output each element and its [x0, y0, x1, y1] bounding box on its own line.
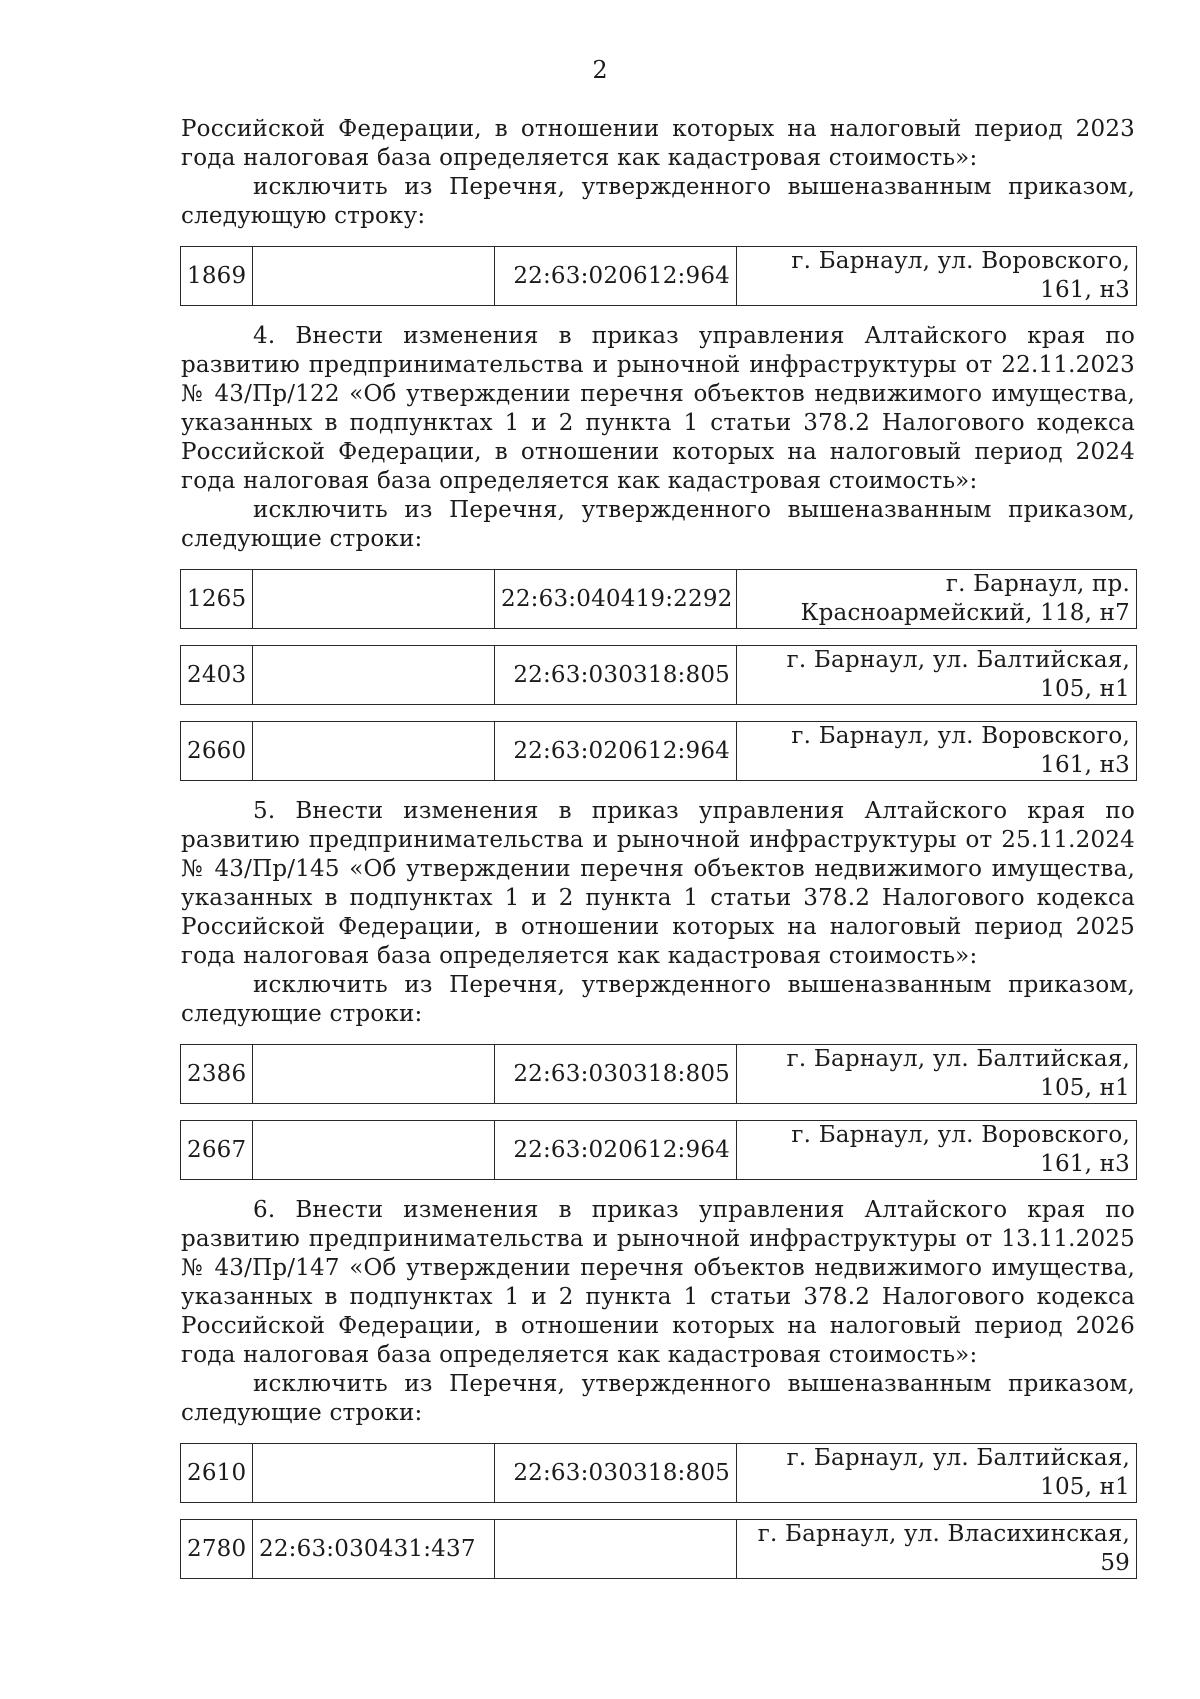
intro-exclude-text: исключить из Перечня, утвержденного вышеназванным приказом, следующую строку: — [181, 174, 1135, 229]
premises-cadastral-number-cell: 22:63:030318:805 — [495, 646, 737, 705]
cadastral-number-cell — [253, 247, 495, 306]
excluded-row-table — [180, 645, 1137, 705]
row-number-cell: 1869 — [181, 247, 253, 306]
address-cell: г. Барнаул, ул. Воровского, 161, н3 — [737, 1121, 1137, 1180]
table-row — [181, 1045, 1137, 1104]
address-cell: г. Барнаул, ул. Балтийская, 105, н1 — [737, 1444, 1137, 1503]
row-number-cell: 2667 — [181, 1121, 253, 1180]
cadastral-number-cell — [253, 1045, 495, 1104]
table-row — [181, 1121, 1137, 1180]
row-number-cell: 2660 — [181, 722, 253, 781]
cadastral-number-cell: 22:63:030431:437 — [253, 1520, 495, 1579]
section-5-exclude-text: исключить из Перечня, утвержденного вышеназванным приказом, следующие строки: — [181, 972, 1135, 1027]
cadastral-number-cell — [253, 1121, 495, 1180]
premises-cadastral-number-cell — [495, 1520, 737, 1579]
excluded-row-table — [180, 1443, 1137, 1503]
cadastral-number-cell — [253, 646, 495, 705]
excluded-row-table — [180, 721, 1137, 781]
section-6-exclude-text: исключить из Перечня, утвержденного вышеназванным приказом, следующие строки: — [181, 1371, 1135, 1426]
row-number-cell: 2780 — [181, 1520, 253, 1579]
premises-cadastral-number-cell: 22:63:030318:805 — [495, 1045, 737, 1104]
address-cell: г. Барнаул, ул. Балтийская, 105, н1 — [737, 1045, 1137, 1104]
table-row — [181, 646, 1137, 705]
row-number-cell: 1265 — [181, 570, 253, 629]
premises-cadastral-number-cell: 22:63:020612:964 — [495, 247, 737, 306]
premises-cadastral-number-cell: 22:63:040419:2292 — [495, 570, 737, 629]
table-row — [181, 1444, 1137, 1503]
row-number-cell: 2403 — [181, 646, 253, 705]
section-4-exclude-text: исключить из Перечня, утвержденного вышеназванным приказом, следующие строки: — [181, 497, 1135, 552]
page-number: 2 — [592, 56, 608, 84]
excluded-row-table — [180, 1044, 1137, 1104]
row-number-cell: 2386 — [181, 1045, 253, 1104]
table-row — [181, 1520, 1137, 1579]
document-body — [181, 115, 1135, 1595]
section-6-paragraph: 6. Внести изменения в приказ управления Алтайского края по развитию предпринимательства и рыночной инфраструктуры от 13.11.2025 № 43/Пр/147 «Об утверждении перечня объектов недвижимого имущества, указанных в подпунктах 1 и 2 пункта 1 статьи 378.2 Налогового кодекса Российской Федерации, в отношении которых на налоговый период 2026 года налоговая база определяется как кадастровая стоимость»: — [181, 1197, 1135, 1368]
address-cell: г. Барнаул, ул. Воровского, 161, н3 — [737, 722, 1137, 781]
intro-paragraph: Российской Федерации, в отношении которых на налоговый период 2023 года налоговая база определяется как кадастровая стоимость»: — [181, 116, 1135, 171]
section-4-paragraph: 4. Внести изменения в приказ управления Алтайского края по развитию предпринимательства и рыночной инфраструктуры от 22.11.2023 № 43/Пр/122 «Об утверждении перечня объектов недвижимого имущества, указанных в подпунктах 1 и 2 пункта 1 статьи 378.2 Налогового кодекса Российской Федерации, в отношении которых на налоговый период 2024 года налоговая база определяется как кадастровая стоимость»: — [181, 323, 1135, 494]
table-row — [181, 247, 1137, 306]
address-cell: г. Барнаул, ул. Балтийская, 105, н1 — [737, 646, 1137, 705]
excluded-row-table — [180, 246, 1137, 306]
excluded-row-table — [180, 1120, 1137, 1180]
cadastral-number-cell — [253, 722, 495, 781]
cadastral-number-cell — [253, 570, 495, 629]
address-cell: г. Барнаул, пр. Красноармейский, 118, н7 — [737, 570, 1137, 629]
excluded-row-table — [180, 1519, 1137, 1579]
cadastral-number-cell — [253, 1444, 495, 1503]
address-cell: г. Барнаул, ул. Власихинская, 59 — [737, 1520, 1137, 1579]
address-cell: г. Барнаул, ул. Воровского, 161, н3 — [737, 247, 1137, 306]
premises-cadastral-number-cell: 22:63:020612:964 — [495, 722, 737, 781]
table-row — [181, 722, 1137, 781]
section-5-paragraph: 5. Внести изменения в приказ управления Алтайского края по развитию предпринимательства и рыночной инфраструктуры от 25.11.2024 № 43/Пр/145 «Об утверждении перечня объектов недвижимого имущества, указанных в подпунктах 1 и 2 пункта 1 статьи 378.2 Налогового кодекса Российской Федерации, в отношении которых на налоговый период 2025 года налоговая база определяется как кадастровая стоимость»: — [181, 798, 1135, 969]
table-row — [181, 570, 1137, 629]
row-number-cell: 2610 — [181, 1444, 253, 1503]
premises-cadastral-number-cell: 22:63:020612:964 — [495, 1121, 737, 1180]
premises-cadastral-number-cell: 22:63:030318:805 — [495, 1444, 737, 1503]
excluded-row-table — [180, 569, 1137, 629]
